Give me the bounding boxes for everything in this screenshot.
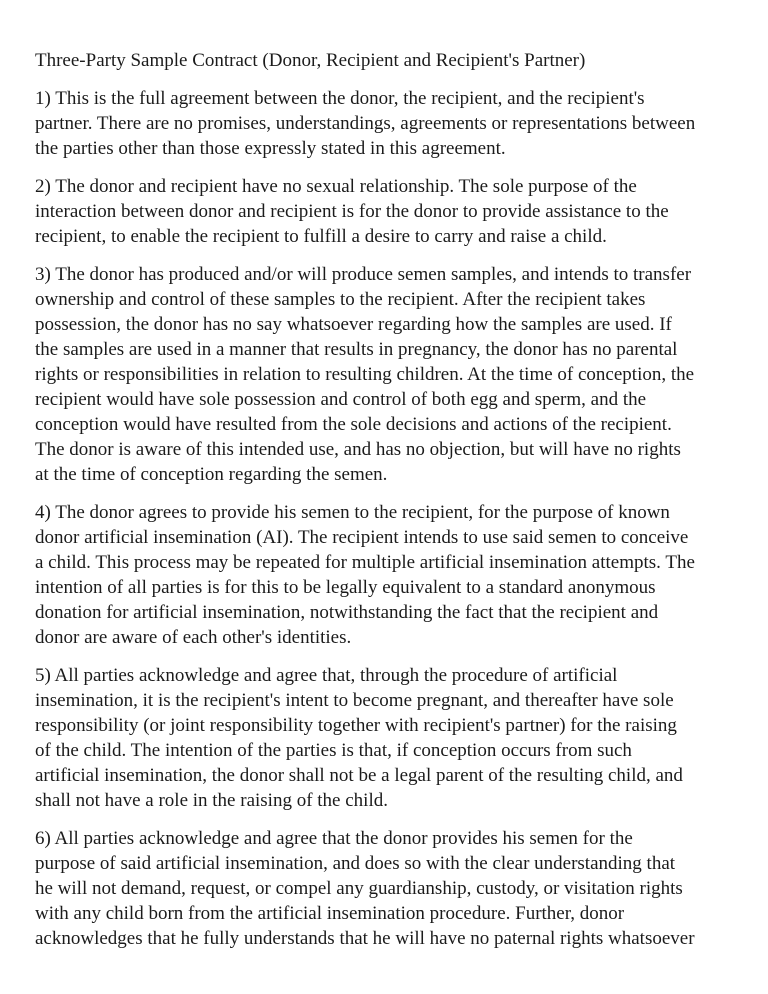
- paragraph-line: recipient, to enable the recipient to fulfill a desire to carry and raise a child.: [35, 226, 607, 247]
- paragraph: [35, 86, 742, 161]
- paragraph: [35, 826, 742, 951]
- paragraph-line: recipient would have sole possession and control of both egg and sperm, and the: [35, 389, 647, 410]
- paragraph-line: intention of all parties is for this to be legally equivalent to a standard anonymous: [35, 577, 656, 598]
- paragraphs: [35, 86, 742, 951]
- paragraph-line: 6) All parties acknowledge and agree that the donor provides his semen for the: [35, 828, 633, 849]
- paragraph-line: of the child. The intention of the parties is that, if conception occurs from such: [35, 740, 632, 761]
- paragraph-line: conception would have resulted from the sole decisions and actions of the recipient.: [35, 414, 672, 435]
- paragraph-line: with any child born from the artificial insemination procedure. Further, donor: [35, 903, 625, 924]
- paragraph-line: 4) The donor agrees to provide his semen to the recipient, for the purpose of known: [35, 502, 670, 523]
- paragraph-line: donor artificial insemination (AI). The recipient intends to use said semen to conceive: [35, 527, 689, 548]
- paragraph: [35, 262, 742, 487]
- paragraph-line: responsibility (or joint responsibility together with recipient's partner) for the raising: [35, 715, 677, 736]
- paragraph-line: donor are aware of each other's identities.: [35, 627, 352, 648]
- paragraph-line: 5) All parties acknowledge and agree that, through the procedure of artificial: [35, 665, 618, 686]
- paragraph-line: acknowledges that he fully understands that he will have no paternal rights whatsoever: [35, 928, 695, 949]
- paragraph: [35, 663, 742, 813]
- paragraph-line: 2) The donor and recipient have no sexual relationship. The sole purpose of the: [35, 176, 637, 197]
- paragraph-line: shall not have a role in the raising of the child.: [35, 790, 388, 811]
- paragraph-line: insemination, it is the recipient's intent to become pregnant, and thereafter have sole: [35, 690, 674, 711]
- paragraph-line: the parties other than those expressly stated in this agreement.: [35, 138, 506, 159]
- paragraph-line: a child. This process may be repeated for multiple artificial insemination attempts. The: [35, 552, 695, 573]
- paragraph-line: the samples are used in a manner that results in pregnancy, the donor has no parental: [35, 339, 678, 360]
- paragraph-line: donation for artificial insemination, notwithstanding the fact that the recipient and: [35, 602, 659, 623]
- paragraph-line: ownership and control of these samples to the recipient. After the recipient takes: [35, 289, 646, 310]
- paragraph-line: 1) This is the full agreement between the donor, the recipient, and the recipient's: [35, 88, 645, 109]
- paragraph-line: he will not demand, request, or compel any guardianship, custody, or visitation rights: [35, 878, 683, 899]
- paragraph-line: possession, the donor has no say whatsoever regarding how the samples are used. If: [35, 314, 672, 335]
- paragraph-line: purpose of said artificial insemination, and does so with the clear understanding that: [35, 853, 676, 874]
- paragraph-line: partner. There are no promises, understandings, agreements or representations between: [35, 113, 696, 134]
- paragraph: [35, 500, 742, 650]
- paragraph-line: The donor is aware of this intended use, and has no objection, but will have no rights: [35, 439, 681, 460]
- page-title: Three-Party Sample Contract (Donor, Recipient and Recipient's Partner): [35, 50, 586, 71]
- paragraph: [35, 174, 742, 249]
- paragraph-line: 3) The donor has produced and/or will produce semen samples, and intends to transfer: [35, 264, 692, 285]
- paragraph-line: artificial insemination, the donor shall not be a legal parent of the resulting child, and: [35, 765, 683, 786]
- paragraph-line: at the time of conception regarding the semen.: [35, 464, 388, 485]
- paragraph-line: rights or responsibilities in relation to resulting children. At the time of conception, the: [35, 364, 695, 385]
- paragraph-line: interaction between donor and recipient is for the donor to provide assistance to the: [35, 201, 669, 222]
